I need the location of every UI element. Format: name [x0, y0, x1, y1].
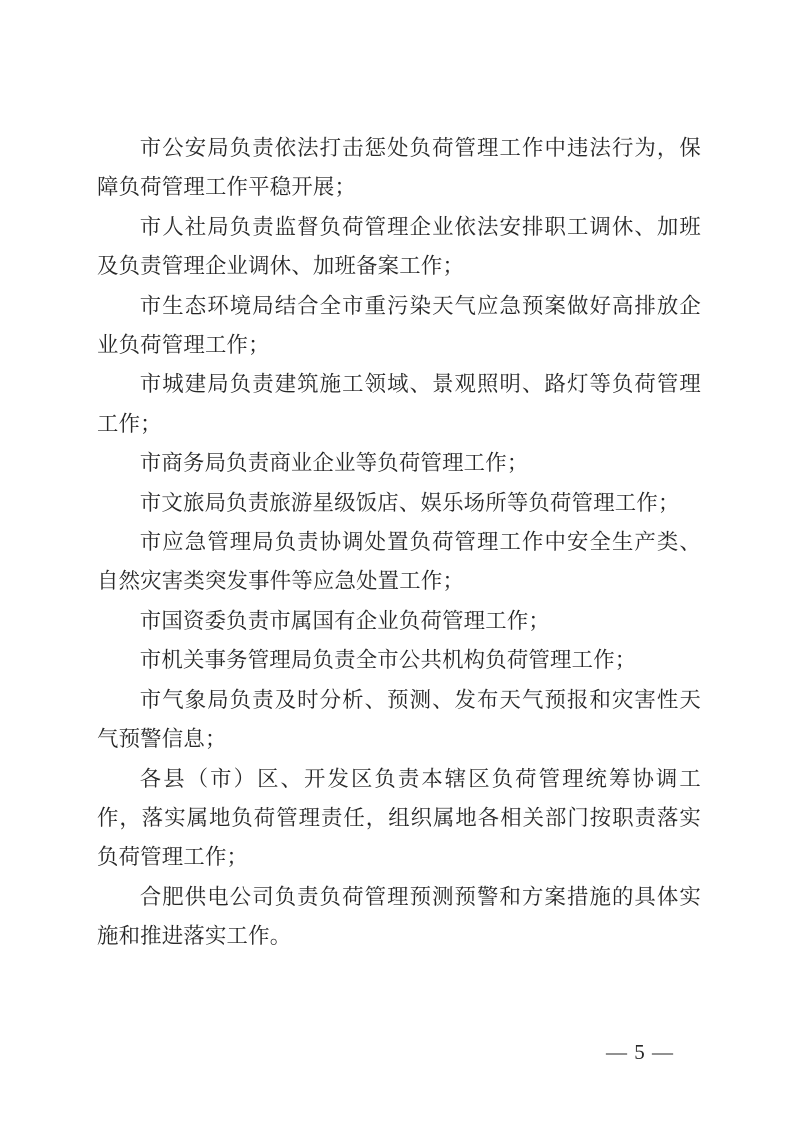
document-body	[97, 129, 701, 957]
page-number: — 5 —	[606, 1040, 674, 1064]
paragraph-hefei-power-supply-company: 合肥供电公司负责负荷管理预测预警和方案措施的具体实施和推进落实工作。	[97, 884, 701, 949]
paragraph-counties-districts: 各县（市）区、开发区负责本辖区负荷管理统筹协调工作，落实属地负荷管理责任，组织属地各相关部门按职责落实负荷管理工作；	[97, 766, 701, 870]
paragraph-government-offices-bureau: 市机关事务管理局负责全市公共机构负荷管理工作；	[139, 648, 637, 673]
paragraph-state-assets-commission: 市国资委负责市属国有企业负荷管理工作；	[139, 608, 551, 633]
paragraph-human-resources-bureau: 市人社局负责监督负荷管理企业依法安排职工调休、加班及负责管理企业调休、加班备案工作；	[97, 214, 701, 279]
paragraph-urban-construction-bureau: 市城建局负责建筑施工领域、景观照明、路灯等负荷管理工作；	[97, 372, 701, 436]
paragraph-ecology-environment-bureau: 市生态环境局结合全市重污染天气应急预案做好高排放企业负荷管理工作；	[97, 293, 701, 358]
paragraph-emergency-management-bureau: 市应急管理局负责协调处置负荷管理工作中安全生产类、自然灾害类突发事件等应急处置工作；	[97, 530, 701, 594]
paragraph-meteorological-bureau: 市气象局负责及时分析、预测、发布天气预报和灾害性天气预警信息；	[97, 687, 701, 752]
paragraph-commerce-bureau: 市商务局负责商业企业等负荷管理工作；	[139, 451, 529, 476]
paragraph-culture-tourism-bureau: 市文旅局负责旅游星级饭店、娱乐场所等负荷管理工作；	[139, 490, 680, 515]
paragraph-public-security-bureau: 市公安局负责依法打击惩处负荷管理工作中违法行为，保障负荷管理工作平稳开展；	[97, 136, 701, 200]
